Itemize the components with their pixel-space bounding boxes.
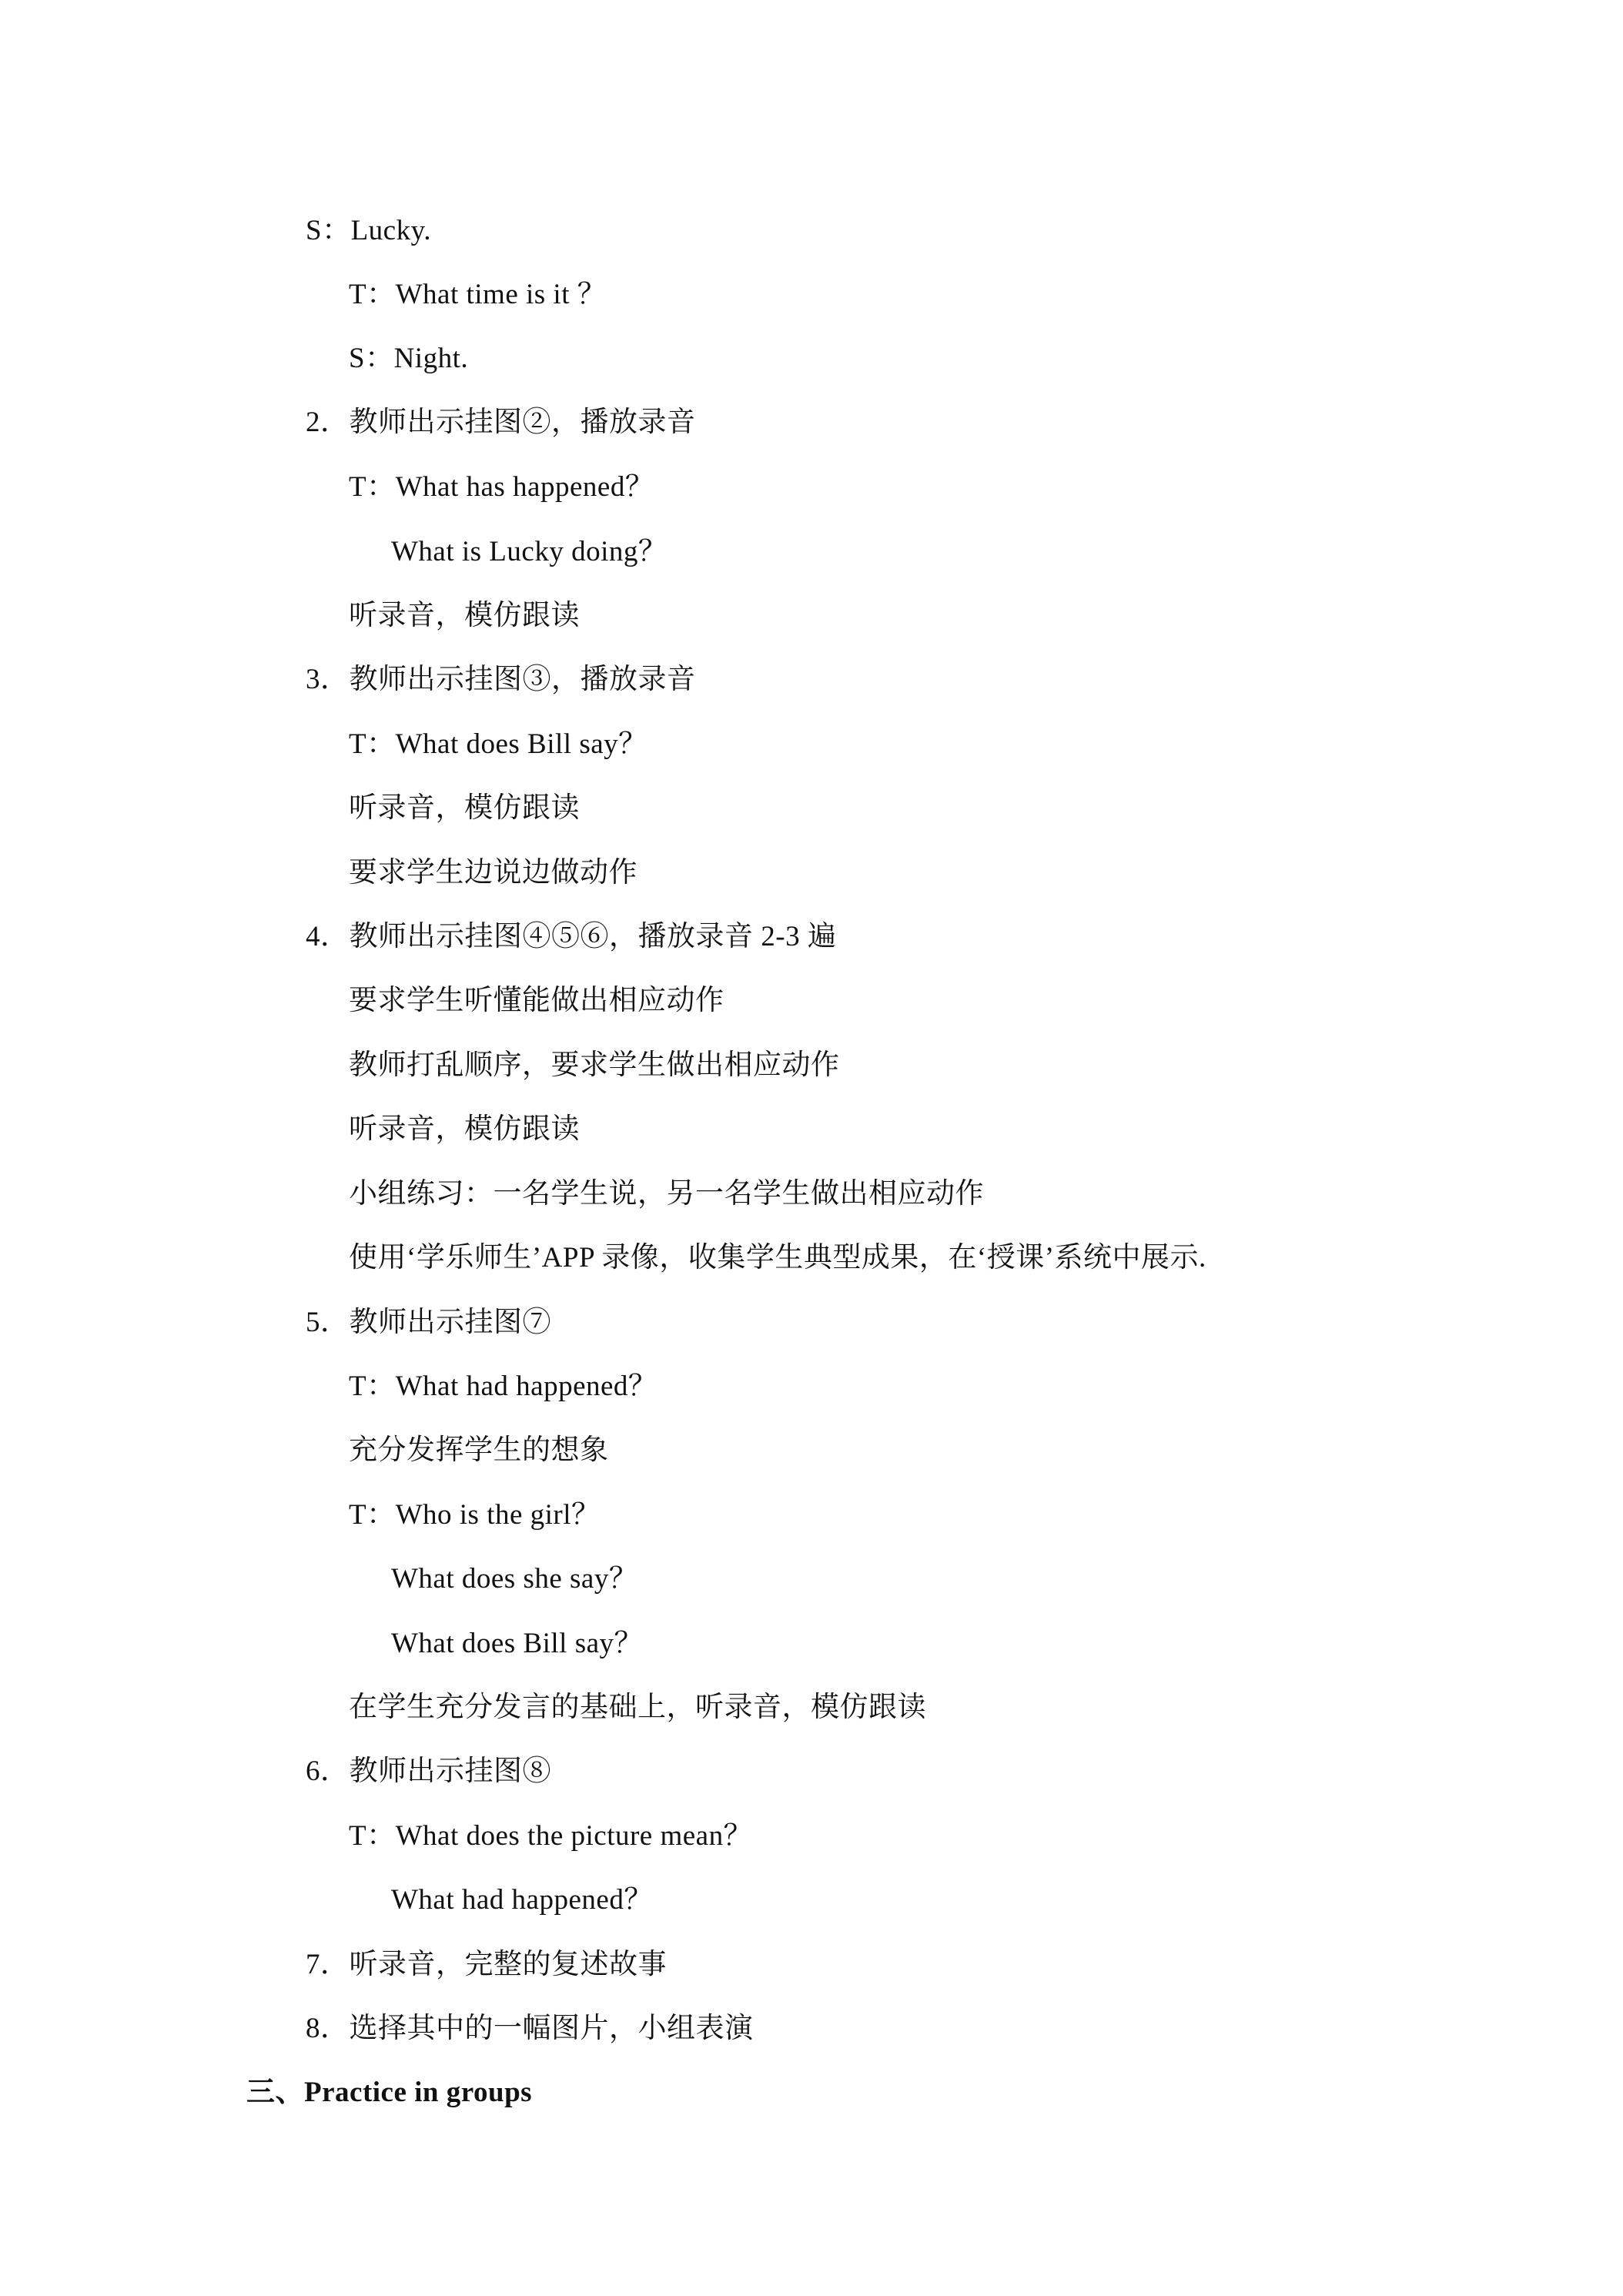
instruction-line: 充分发挥学生的想象 bbox=[349, 1434, 609, 1466]
instruction-line: 使用‘学乐师生’APP 录像，收集学生典型成果，在‘授课’系统中展示. bbox=[349, 1242, 1206, 1274]
dialogue-line: T：What does the picture mean？ bbox=[349, 1820, 753, 1852]
dialogue-line: T：What had happened？ bbox=[349, 1371, 658, 1402]
step-item: 4．教师出示挂图④⑤⑥，播放录音 2-3 遍 bbox=[306, 921, 837, 952]
instruction-line: 要求学生听懂能做出相应动作 bbox=[349, 985, 724, 1016]
dialogue-line: T：What time is it ？ bbox=[349, 279, 607, 310]
step-item: 7．听录音，完整的复述故事 bbox=[306, 1949, 667, 1980]
instruction-line: 在学生充分发言的基础上，听录音，模仿跟读 bbox=[349, 1692, 926, 1723]
dialogue-line: What does she say？ bbox=[391, 1563, 638, 1595]
dialogue-line: S：Lucky. bbox=[306, 215, 431, 246]
dialogue-line: What had happened？ bbox=[391, 1884, 653, 1916]
section-heading: 三、Practice in groups bbox=[246, 2077, 533, 2108]
step-item: 6．教师出示挂图⑧ bbox=[306, 1755, 551, 1787]
dialogue-line: What does Bill say？ bbox=[391, 1628, 644, 1659]
instruction-line: 要求学生边说边做动作 bbox=[349, 857, 637, 889]
step-item: 3．教师出示挂图③，播放录音 bbox=[306, 664, 696, 695]
step-item: 8．选择其中的一幅图片，小组表演 bbox=[306, 2013, 754, 2044]
dialogue-line: T：Who is the girl？ bbox=[349, 1499, 601, 1531]
dialogue-line: T：What has happened？ bbox=[349, 471, 654, 503]
dialogue-line: What is Lucky doing？ bbox=[391, 536, 668, 567]
step-item: 5．教师出示挂图⑦ bbox=[306, 1307, 551, 1338]
instruction-line: 教师打乱顺序，要求学生做出相应动作 bbox=[349, 1049, 840, 1081]
instruction-line: 听录音，模仿跟读 bbox=[349, 600, 580, 631]
instruction-line: 听录音，模仿跟读 bbox=[349, 1113, 580, 1145]
dialogue-line: S：Night. bbox=[349, 343, 469, 374]
dialogue-line: T：What does Bill say？ bbox=[349, 728, 648, 760]
instruction-line: 小组练习：一名学生说，另一名学生做出相应动作 bbox=[349, 1178, 984, 1210]
step-item: 2．教师出示挂图②，播放录音 bbox=[306, 407, 696, 438]
instruction-line: 听录音，模仿跟读 bbox=[349, 792, 580, 824]
